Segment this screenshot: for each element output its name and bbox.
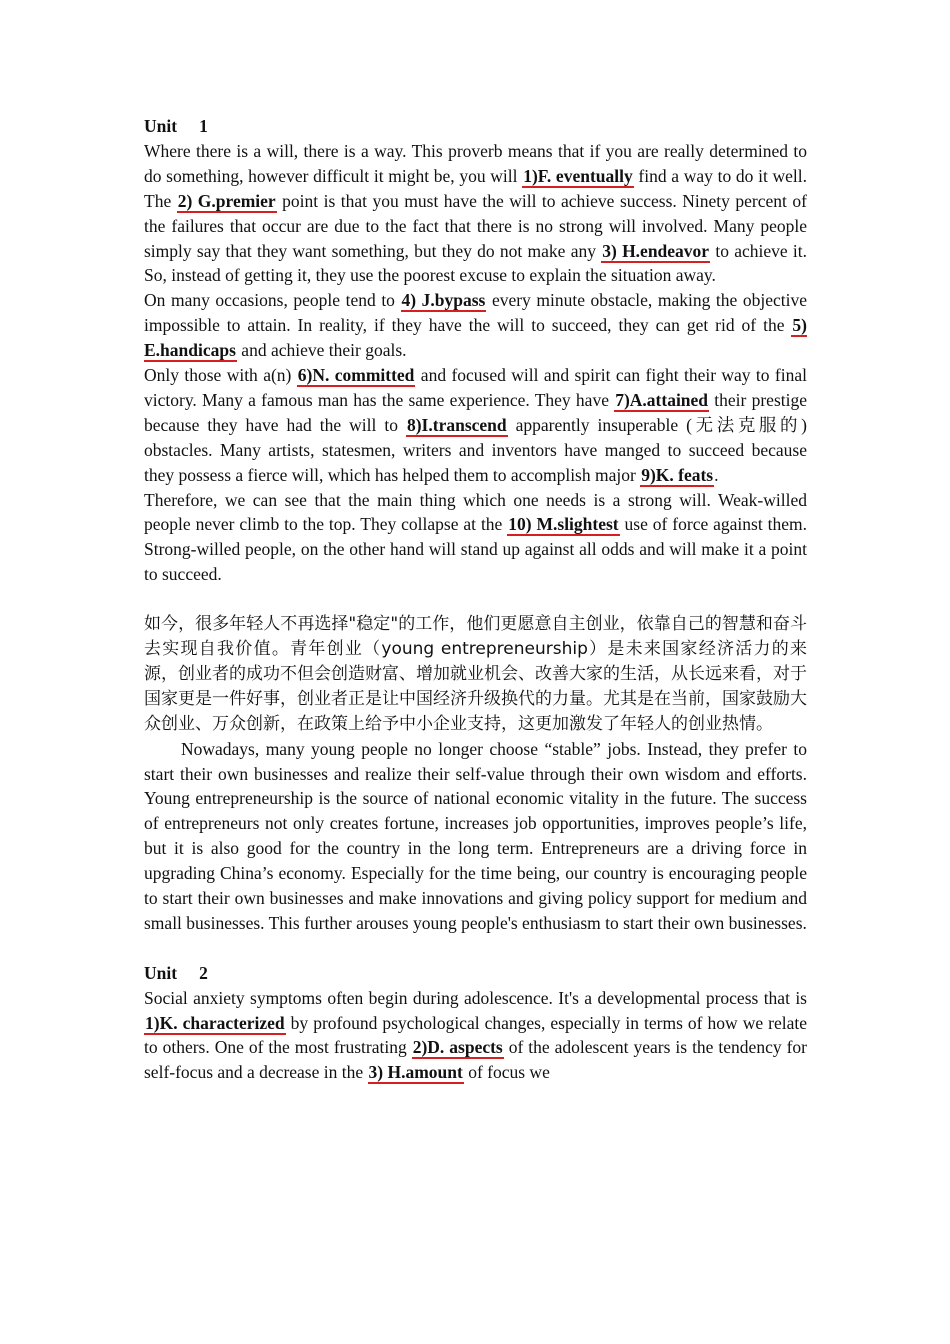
- text-run: of focus we: [463, 1062, 550, 1083]
- answer-8: 8)I.transcend: [406, 414, 507, 435]
- text-run: find a way to do it well. The: [144, 165, 807, 211]
- unit-1-paragraph-4: [144, 488, 807, 588]
- answer-1: 1)F. eventually: [523, 165, 633, 186]
- unit-1-paragraph-3: [144, 363, 807, 488]
- text-run: and focused will and spirit can fight their way to final victory. Many a famous man has the same experience. They have: [144, 365, 807, 410]
- text-run: Only those with a(n): [144, 365, 297, 386]
- spacer: [144, 587, 807, 612]
- text-run: Social anxiety symptoms often begin during adolescence. It's a developmental process that is: [144, 987, 807, 1008]
- text-run: .: [714, 464, 719, 485]
- english-translation: Nowadays, many young people no longer choose “stable” jobs. Instead, they prefer to start their own businesses and realize their self-value through their own wisdom and efforts. Young entrepreneurship is the source of national economic vitality in the future. The success of entrepreneurs not only creates fortune, increases job opportunities, improves people’s life, but it is also good for the country in the long term. Entrepreneurs are a driving force in upgrading China’s economy. Especially for the time being, our country is encouraging people to start their own businesses and make innovations and giving policy support for medium and small businesses. This further arouses young people's enthusiasm to start their own businesses.: [144, 738, 807, 933]
- unit-number: 2: [199, 962, 208, 983]
- text-run: every minute obstacle, making the objective impossible to attain. In reality, if they have the will to succeed, they can get rid of the: [144, 290, 807, 336]
- unit-number: 1: [199, 116, 208, 136]
- answer-10: 10) M.slightest: [508, 514, 619, 535]
- unit-1-paragraph-2: [144, 288, 807, 363]
- answer-4: 4) J.bypass: [401, 290, 486, 311]
- text-run: and achieve their goals.: [236, 340, 407, 361]
- text-run: point is that you must have the will to achieve success. Ninety percent of the failures that occur are due to the fact that there is no strong will involved. Many people simply say that they want something, but they do not make any: [144, 190, 807, 261]
- unit-label: Unit: [144, 116, 178, 136]
- unit-2-paragraph-1: [144, 986, 807, 1086]
- unit-label: Unit: [144, 962, 178, 983]
- spacer: [144, 936, 807, 961]
- answer-5: 5) E.handicaps: [144, 315, 807, 361]
- unit-2-heading: [144, 961, 807, 986]
- unit-1-paragraph-1: [144, 139, 807, 288]
- answer-3: 3) H.endeavor: [602, 240, 710, 261]
- text-run: use of force against them. Strong-willed people, on the other hand will stand up against all odds and will make it a point to succeed.: [144, 514, 808, 585]
- text-run: On many occasions, people tend to: [144, 290, 401, 311]
- text-run: to achieve it. So, instead of getting it, they use the poorest excuse to explain the situation away.: [144, 240, 807, 286]
- document-body: [144, 114, 807, 1085]
- answer-2: 2)D. aspects: [412, 1037, 503, 1058]
- answer-9: 9)K. feats: [641, 464, 714, 485]
- text-run: by profound psychological changes, especially in terms of how we relate to others. One of the most frustrating: [144, 1012, 807, 1058]
- answer-1: 1)K. characterized: [145, 1012, 285, 1033]
- answer-2: 2) G.premier: [177, 190, 276, 211]
- text-run: Where there is a will, there is a way. This proverb means that if you are really determined to do something, however difficult it might be, you will: [144, 140, 807, 186]
- answer-7: 7)A.attained: [615, 389, 709, 410]
- text-run: of the adolescent years is the tendency for self-focus and a decrease in the: [144, 1037, 807, 1083]
- chinese-passage: 如今，很多年轻人不再选择"稳定"的工作，他们更愿意自主创业，依靠自己的智慧和奋斗去实现自我价值。青年创业（young entrepreneurship）是未来国家经济活力的来源，创业者的成功不但会创造财富、增加就业机会、改善大家的生活，从长远来看，对于国家更是一件好事，创业者正是让中国经济升级换代的力量。尤其是在当前，国家鼓励大众创业、万众创新，在政策上给予中小企业支持，这更加激发了年轻人的创业热情。: [144, 614, 807, 734]
- unit-1-heading: [144, 114, 807, 139]
- text-run: Therefore, we can see that the main thing which one needs is a strong will. Weak-willed people never climb to the top. They collapse at the: [144, 489, 807, 535]
- answer-3: 3) H.amount: [368, 1062, 463, 1083]
- text-run: apparently insuperable (无法克服的) obstacles. Many artists, statesmen, writers and inventors have manged to succeed because they possess a fierce will, which has helped them to accomplish major: [144, 414, 807, 485]
- text-run: their prestige because they have had the will to: [144, 389, 807, 435]
- answer-6: 6)N. committed: [297, 365, 415, 386]
